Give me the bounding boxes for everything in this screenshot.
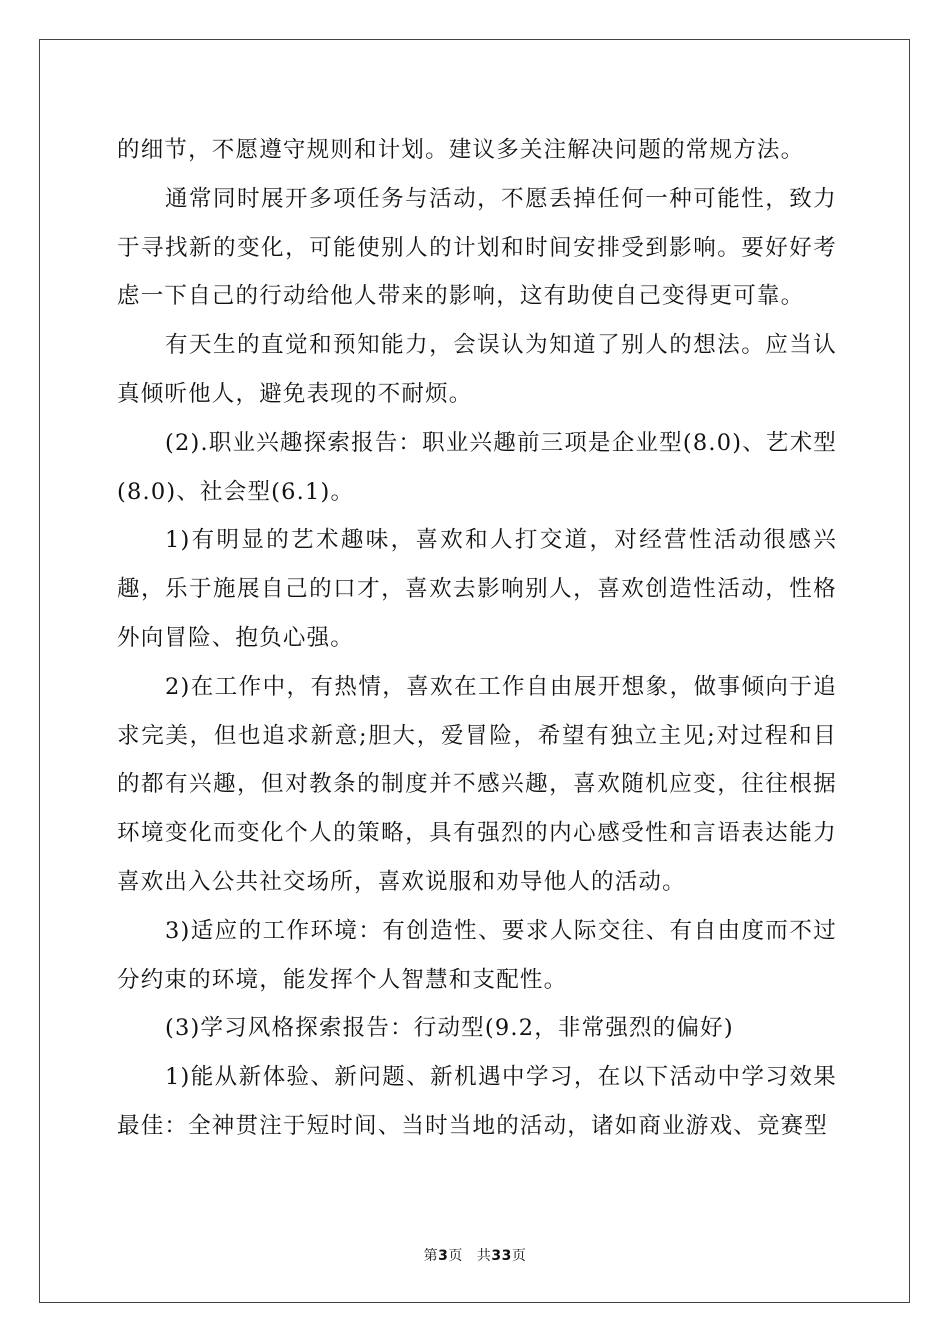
paragraph-5: 1)有明显的艺术趣味，喜欢和人打交道，对经营性活动很感兴趣，乐于施展自己的口才，喜欢去影响别人，喜欢创造性活动，性格外向冒险、抱负心强。 bbox=[117, 527, 837, 651]
page-footer bbox=[0, 1245, 950, 1265]
paragraph-3: 有天生的直觉和预知能力，会误认为知道了别人的想法。应当认真倾听他人，避免表现的不耐烦。 bbox=[117, 332, 837, 407]
total-pages: 33 bbox=[491, 1248, 512, 1264]
page-number: 3 bbox=[438, 1248, 449, 1264]
paragraph-7: 3)适应的工作环境：有创造性、要求人际交往、有自由度而不过分约束的环境，能发挥个人智慧和支配性。 bbox=[117, 917, 837, 993]
paragraph-9: 1)能从新体验、新问题、新机遇中学习，在以下活动中学习效果最佳：全神贯注于短时间、当时当地的活动，诸如商业游戏、竞赛型 bbox=[117, 1064, 837, 1139]
page-suffix: 页 bbox=[448, 1248, 463, 1264]
total-prefix: 共 bbox=[476, 1248, 492, 1264]
total-suffix: 页 bbox=[511, 1248, 527, 1264]
paragraph-1: 的细节，不愿遵守规则和计划。建议多关注解决问题的常规方法。 bbox=[117, 137, 805, 163]
paragraph-2: 通常同时展开多项任务与活动，不愿丢掉任何一种可能性，致力于寻找新的变化，可能使别人的计划和时间安排受到影响。要好好考虑一下自己的行动给他人带来的影响，这有助使自己变得更可靠。 bbox=[117, 185, 837, 310]
page-prefix: 第 bbox=[423, 1248, 439, 1264]
paragraph-4: (2).职业兴趣探索报告：职业兴趣前三项是企业型(8.0)、艺术型(8.0)、社会型(6.1)。 bbox=[117, 429, 837, 505]
paragraph-8: (3)学习风格探索报告：行动型(9.2，非常强烈的偏好) bbox=[165, 1015, 734, 1042]
paragraph-6: 2)在工作中，有热情，喜欢在工作自由展开想象，做事倾向于追求完美，但也追求新意;胆大，爱冒险，希望有独立主见;对过程和目的都有兴趣，但对教条的制度并不感兴趣，喜欢随机应变，往往根据环境变化而变化个人的策略，具有强烈的内心感受性和言语表达能力喜欢出入公共社交场所，喜欢说服和劝导他人的活动。 bbox=[117, 673, 837, 895]
document-body bbox=[117, 126, 837, 1151]
